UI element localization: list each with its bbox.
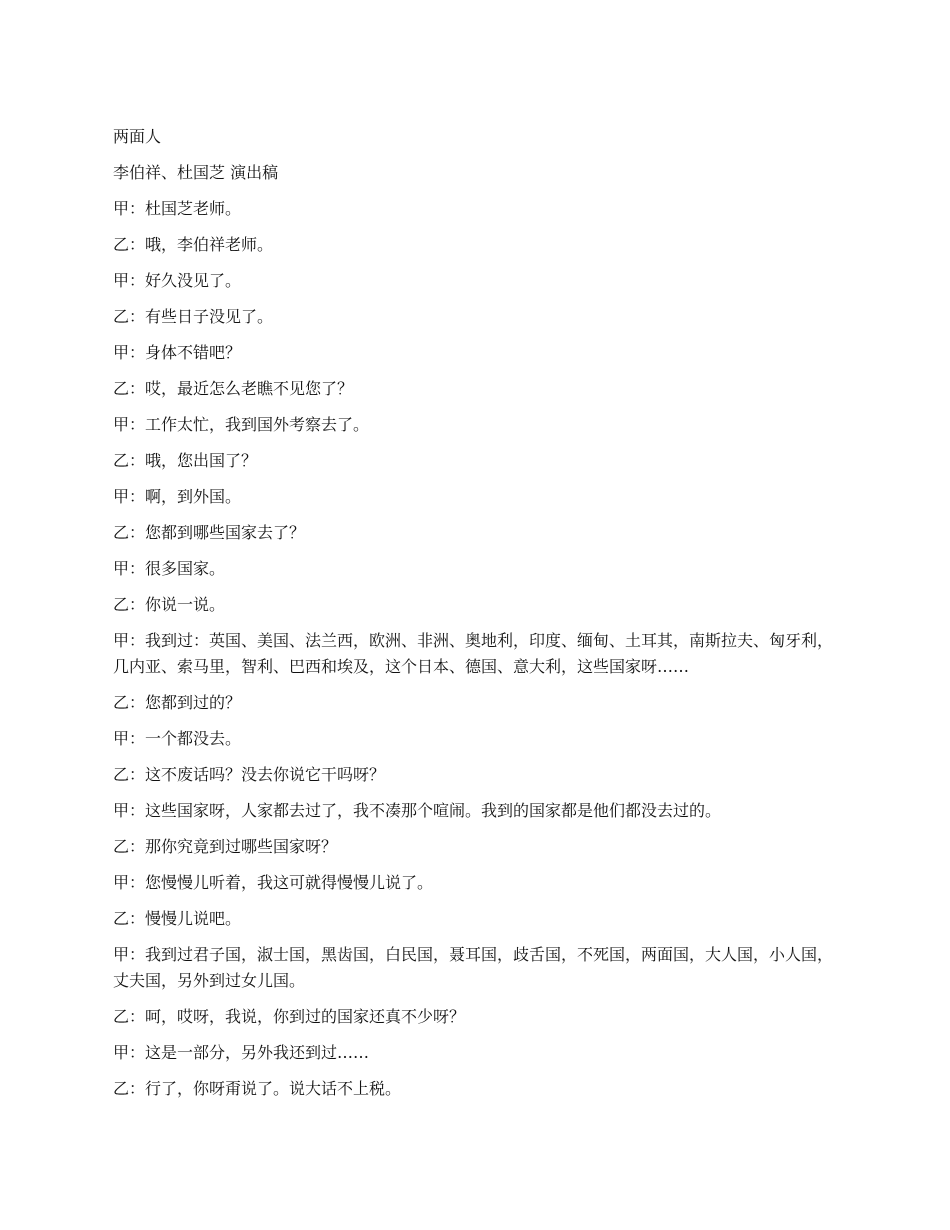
dialogue-line: 甲：身体不错吧？	[113, 343, 242, 362]
dialogue-line: 甲：一个都没去。	[113, 729, 242, 748]
document-title: 两面人	[113, 127, 162, 146]
dialogue-line: 甲：我到过：英国、美国、法兰西，欧洲、非洲、奥地利，印度、缅甸、土耳其，南斯拉夫、匈牙利，几内亚、索马里，智利、巴西和埃及，这个日本、德国、意大利，这些国家呀……	[113, 631, 834, 676]
dialogue-line: 乙：你说一说。	[113, 595, 226, 614]
dialogue-line: 乙：这不废话吗？没去你说它干吗呀？	[113, 765, 386, 784]
dialogue-line: 甲：我到过君子国，淑士国，黑齿国，白民国，聂耳国，歧舌国，不死国，两面国，大人国，小人国，丈夫国，另外到过女儿国。	[113, 945, 834, 990]
dialogue-line: 甲：这是一部分，另外我还到过……	[113, 1043, 370, 1062]
dialogue-line: 乙：行了，你呀甭说了。说大话不上税。	[113, 1079, 402, 1098]
dialogue-line: 甲：您慢慢儿听着，我这可就得慢慢儿说了。	[113, 873, 434, 892]
dialogue-line: 乙：哦，李伯祥老师。	[113, 235, 274, 254]
dialogue-line: 甲：啊，到外国。	[113, 487, 242, 506]
dialogue-line: 乙：您都到过的？	[113, 693, 242, 712]
dialogue-line: 乙：有些日子没见了。	[113, 307, 274, 326]
dialogue-line: 甲：很多国家。	[113, 559, 226, 578]
document-subtitle: 李伯祥、杜国芝 演出稿	[113, 163, 279, 182]
dialogue-line: 甲：杜国芝老师。	[113, 199, 242, 218]
dialogue-line: 乙：您都到哪些国家去了？	[113, 523, 306, 542]
dialogue-line: 乙：哎，最近怎么老瞧不见您了？	[113, 379, 354, 398]
dialogue-line: 乙：呵，哎呀，我说，你到过的国家还真不少呀？	[113, 1007, 466, 1026]
document-page	[113, 124, 843, 1112]
dialogue-body	[113, 196, 843, 1102]
dialogue-line: 乙：慢慢儿说吧。	[113, 909, 242, 928]
dialogue-line: 乙：哦，您出国了？	[113, 451, 258, 470]
dialogue-line: 甲：这些国家呀，人家都去过了，我不凑那个喧闹。我到的国家都是他们都没去过的。	[113, 801, 722, 820]
dialogue-line: 甲：好久没见了。	[113, 271, 242, 290]
dialogue-line: 乙：那你究竟到过哪些国家呀？	[113, 837, 338, 856]
dialogue-line: 甲：工作太忙，我到国外考察去了。	[113, 415, 370, 434]
